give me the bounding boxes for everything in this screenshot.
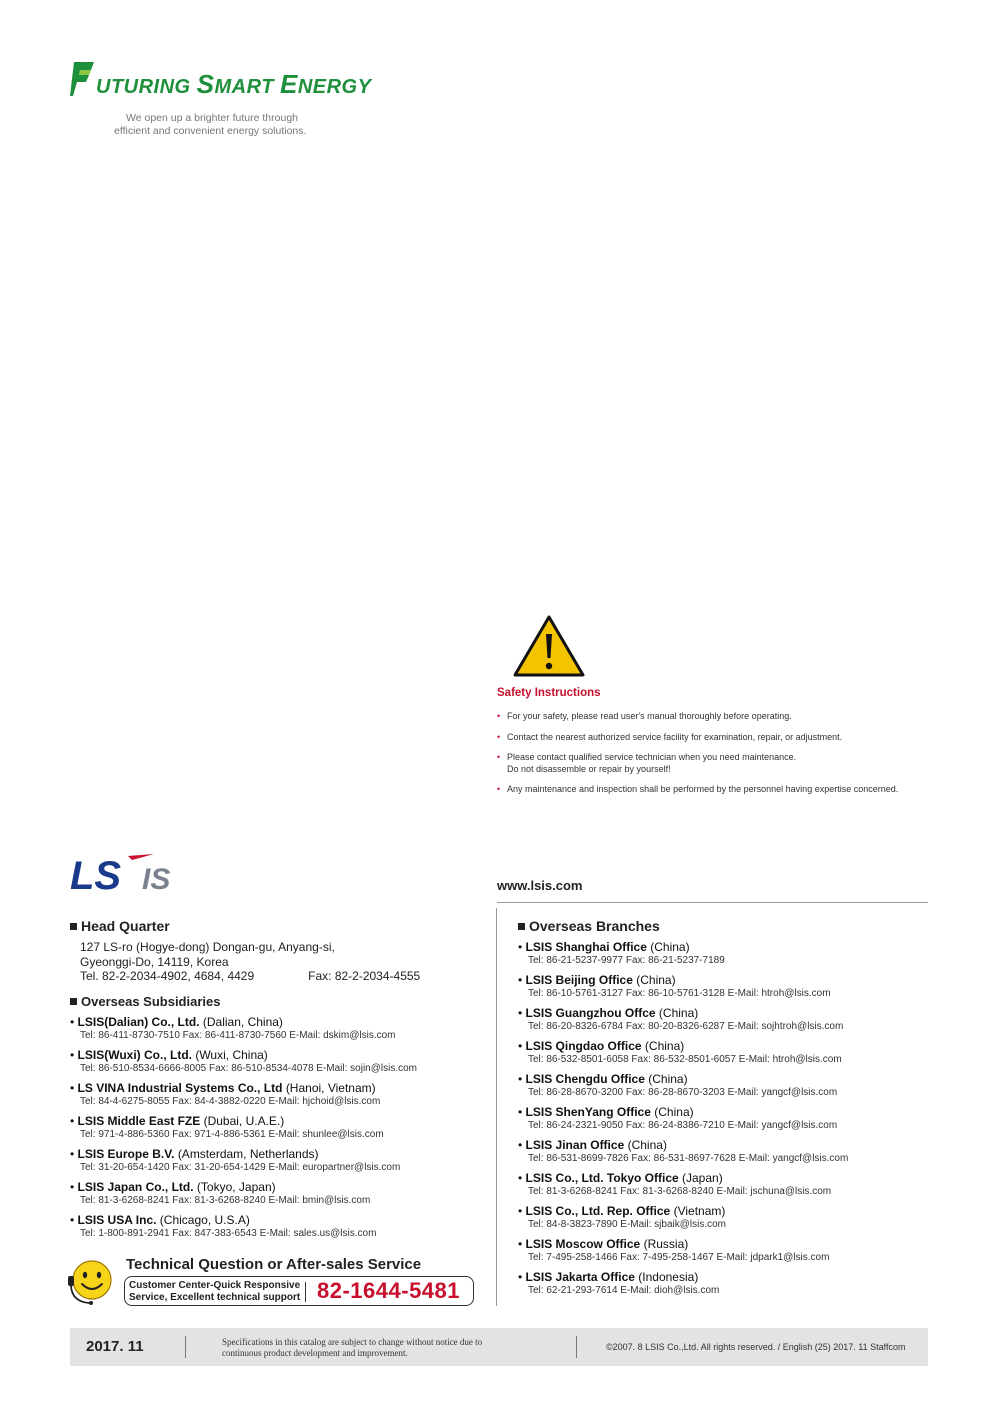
office-name-line <box>518 1138 938 1152</box>
office-name: LSIS Chengdu Office <box>525 1072 645 1086</box>
office-name-line <box>518 1204 938 1218</box>
head-quarter-address <box>80 940 490 984</box>
branches-heading <box>518 918 938 934</box>
office-name: LSIS Co., Ltd. Tokyo Office <box>525 1171 679 1185</box>
warning-triangle-icon <box>513 614 585 678</box>
office-name-line <box>518 1006 938 1020</box>
bullet-icon: • <box>70 1179 78 1194</box>
office-entry <box>518 1072 938 1099</box>
bullet-icon: • <box>70 1113 78 1128</box>
safety-item <box>497 752 937 775</box>
logo-swoosh-icon <box>128 854 154 860</box>
office-name-line <box>518 1270 938 1284</box>
office-name-line <box>518 1039 938 1053</box>
bullet-icon: • <box>70 1146 78 1161</box>
safety-title: Safety Instructions <box>497 687 601 699</box>
footer-separator <box>185 1336 186 1358</box>
safety-list <box>497 711 937 796</box>
office-name: LSIS Guangzhou Offce <box>525 1006 656 1020</box>
bullet-icon: • <box>70 1080 78 1095</box>
office-contact: Tel: 86-10-5761-3127 Fax: 86-10-5761-3128 E-Mail: htroh@lsis.com <box>528 988 831 999</box>
right-column <box>518 918 938 1297</box>
safety-item-text: Any maintenance and inspection shall be performed by the personnel having expertise concerned. <box>507 784 899 794</box>
service-separator <box>305 1282 306 1302</box>
footer-note <box>222 1337 522 1359</box>
safety-item-text: Do not disassemble or repair by yourself! <box>507 763 671 774</box>
office-location: (China) <box>650 940 690 954</box>
brand-logo <box>70 60 400 138</box>
service-description <box>129 1280 300 1303</box>
office-location: (Indonesia) <box>638 1270 699 1284</box>
office-name: LSIS Moscow Office <box>525 1237 641 1251</box>
office-contact: Tel: 1-800-891-2941 Fax: 847-383-6543 E-Mail: sales.us@lsis.com <box>80 1227 377 1239</box>
office-entry <box>518 1039 938 1066</box>
office-contact: Tel: 86-28-8670-3200 Fax: 86-28-8670-3203 E-Mail: yangcf@lsis.com <box>528 1087 838 1098</box>
office-entry <box>70 1081 490 1108</box>
office-name: LSIS(Wuxi) Co., Ltd. <box>77 1047 192 1062</box>
square-bullet-icon <box>70 923 77 930</box>
office-name: LSIS Europe B.V. <box>77 1146 175 1161</box>
office-contact: Tel: 7-495-258-1466 Fax: 7-495-258-1467 E-Mail: jdpark1@lsis.com <box>528 1252 830 1263</box>
office-entry <box>518 1006 938 1033</box>
office-entry <box>518 940 938 967</box>
office-name: LS VINA Industrial Systems Co., Ltd <box>77 1080 283 1095</box>
column-divider <box>496 908 497 1306</box>
office-name-line <box>70 1048 490 1062</box>
footer-separator <box>576 1336 577 1358</box>
brand-tagline-line-2: efficient and convenient energy solutions. <box>114 125 307 137</box>
bullet-icon: • <box>518 1138 526 1152</box>
subsidiaries-heading <box>70 994 490 1009</box>
office-contact: Tel: 86-531-8699-7826 Fax: 86-531-8697-7628 E-Mail: yangcf@lsis.com <box>528 1153 849 1164</box>
office-entry <box>518 973 938 1000</box>
logo-is-text: IS <box>142 863 171 894</box>
bullet-icon: • <box>497 752 501 762</box>
office-entry <box>70 1147 490 1174</box>
office-entry <box>518 1105 938 1132</box>
bullet-icon: • <box>518 1204 526 1218</box>
office-contact: Tel: 86-21-5237-9977 Fax: 86-21-5237-7189 <box>528 955 725 966</box>
office-name-line <box>70 1180 490 1194</box>
office-contact: Tel: 62-21-293-7614 E-Mail: dioh@lsis.com <box>528 1285 720 1296</box>
office-name-line <box>70 1147 490 1161</box>
office-entry <box>518 1171 938 1198</box>
footer-bar <box>70 1328 928 1366</box>
address-line: Gyeonggi-Do, 14119, Korea <box>80 954 229 969</box>
smiley-headset-icon <box>66 1258 114 1308</box>
office-contact: Tel: 84-4-6275-8055 Fax: 84-4-3882-0220 E-Mail: hjchoid@lsis.com <box>80 1095 381 1107</box>
brand-cap-s: S <box>196 69 215 99</box>
branches-list <box>518 940 938 1297</box>
office-entry <box>70 1048 490 1075</box>
footer-date: 2017. 11 <box>86 1338 144 1355</box>
bullet-icon: • <box>518 1270 526 1284</box>
office-name: LSIS USA Inc. <box>77 1212 157 1227</box>
left-column <box>70 918 490 1240</box>
bullet-icon: • <box>518 1171 526 1185</box>
office-entry <box>518 1204 938 1231</box>
office-name: LSIS Beijing Office <box>525 973 633 987</box>
office-contact: Tel: 84-8-3823-7890 E-Mail: sjbaik@lsis.com <box>528 1219 727 1230</box>
brand-part-3: NERGY <box>297 76 372 98</box>
office-location: (Vietnam) <box>673 1204 726 1218</box>
office-name: LSIS Middle East FZE <box>77 1113 201 1128</box>
brand-wordmark <box>70 60 400 98</box>
bullet-icon: • <box>518 1006 526 1020</box>
office-contact: Tel: 971-4-886-5360 Fax: 971-4-886-5361 E-Mail: shunlee@lsis.com <box>80 1128 384 1140</box>
office-name-line <box>518 1237 938 1251</box>
service-desc-line: Service, Excellent technical support <box>129 1291 301 1303</box>
bullet-icon: • <box>497 711 501 721</box>
office-name: LSIS Jakarta Office <box>525 1270 635 1284</box>
office-location: (China) <box>644 1039 685 1053</box>
service-desc-line: Customer Center-Quick Responsive <box>129 1280 301 1291</box>
head-quarter-heading <box>70 918 490 934</box>
safety-item <box>497 711 937 723</box>
office-name-line <box>518 1072 938 1086</box>
bullet-icon: • <box>497 784 501 794</box>
logo-ls-text: LS <box>70 854 122 894</box>
office-location: (China) <box>648 1072 688 1086</box>
safety-item-text: Contact the nearest authorized service facility for examination, repair, or adjustment. <box>507 731 843 742</box>
service-phone[interactable]: 82-1644-5481 <box>317 1278 461 1303</box>
office-contact: Tel: 81-3-6268-8241 Fax: 81-3-6268-8240 E-Mail: jschuna@lsis.com <box>528 1186 832 1197</box>
office-location: (Hanoi, Vietnam) <box>285 1080 376 1095</box>
office-location: (China) <box>627 1138 667 1152</box>
bullet-icon: • <box>518 1105 526 1119</box>
safety-item-text: For your safety, please read user's manual thoroughly before operating. <box>507 711 792 721</box>
service-contact-box <box>124 1276 474 1306</box>
footer-note-line: Specifications in this catalog are subject to change without notice due to <box>222 1337 483 1347</box>
office-name: LSIS Qingdao Office <box>525 1039 642 1053</box>
service-title: Technical Question or After-sales Service <box>126 1256 422 1273</box>
square-bullet-icon <box>518 923 525 930</box>
office-contact: Tel: 31-20-654-1420 Fax: 31-20-654-1429 E-Mail: europartner@lsis.com <box>80 1161 401 1173</box>
heading-text: Head Quarter <box>81 918 170 934</box>
hq-fax: Fax: 82-2-2034-4555 <box>308 969 421 983</box>
brand-f-icon <box>70 60 94 98</box>
office-name-line <box>518 1171 938 1185</box>
bullet-icon: • <box>518 973 526 987</box>
office-name-line <box>70 1213 490 1227</box>
office-name: LSIS Co., Ltd. Rep. Office <box>525 1204 671 1218</box>
bullet-icon: • <box>70 1047 78 1062</box>
heading-text: Overseas Subsidiaries <box>81 993 221 1009</box>
office-location: (China) <box>636 973 676 987</box>
office-location: (Tokyo, Japan) <box>196 1179 276 1194</box>
office-name: LSIS ShenYang Office <box>525 1105 651 1119</box>
office-name: LSIS Shanghai Office <box>525 940 647 954</box>
hq-phone-line <box>80 969 490 984</box>
office-location: (Wuxi, China) <box>195 1047 268 1062</box>
office-entry <box>70 1114 490 1141</box>
office-entry <box>518 1237 938 1264</box>
bullet-icon: • <box>518 1039 526 1053</box>
brand-title <box>96 69 372 99</box>
lsis-logo <box>70 852 190 894</box>
footer-copyright: ©2007. 8 LSIS Co.,Ltd. All rights reserved. / English (25) 2017. 11 Staffcom <box>606 1342 906 1352</box>
heading-text: Overseas Branches <box>529 918 660 934</box>
office-location: (Dubai, U.A.E.) <box>203 1113 285 1128</box>
safety-item <box>497 784 937 796</box>
bullet-icon: • <box>497 731 501 742</box>
brand-part-1: UTURING <box>96 76 197 98</box>
address-line: 127 LS-ro (Hogye-dong) Dongan-gu, Anyang-si, <box>80 940 335 954</box>
office-location: (Dalian, China) <box>202 1014 283 1029</box>
office-name: LSIS Jinan Office <box>525 1138 625 1152</box>
subsidiaries-list <box>70 1015 490 1240</box>
bullet-icon: • <box>70 1014 78 1029</box>
office-contact: Tel: 81-3-6268-8241 Fax: 81-3-6268-8240 E-Mail: bmin@lsis.com <box>80 1194 371 1206</box>
divider <box>497 902 928 903</box>
brand-cap-e: E <box>279 69 298 99</box>
office-name-line <box>70 1081 490 1095</box>
office-location: (Amsterdam, Netherlands) <box>177 1146 319 1161</box>
safety-item-text: Please contact qualified service technician when you need maintenance. <box>507 752 797 762</box>
office-location: (Japan) <box>682 1171 723 1185</box>
brand-tagline-line-1: We open up a brighter future through <box>126 112 299 124</box>
safety-instructions <box>497 614 937 805</box>
office-name-line <box>518 940 938 954</box>
office-name-line <box>518 1105 938 1119</box>
hq-tel: Tel. 82-2-2034-4902, 4684, 4429 <box>80 969 255 983</box>
office-location: (China) <box>654 1105 694 1119</box>
footer-note-line: continuous product development and improvement. <box>222 1348 408 1358</box>
brand-part-2: MART <box>214 76 280 98</box>
office-contact: Tel: 86-411-8730-7510 Fax: 86-411-8730-7560 E-Mail: dskim@lsis.com <box>80 1029 396 1041</box>
office-contact: Tel: 86-532-8501-6058 Fax: 86-532-8501-6057 E-Mail: htroh@lsis.com <box>528 1054 842 1065</box>
office-name-line <box>518 973 938 987</box>
website-link[interactable]: www.lsis.com <box>497 878 583 893</box>
office-contact: Tel: 86-20-8326-6784 Fax: 80-20-8326-6287 E-Mail: sojhtroh@lsis.com <box>528 1021 844 1032</box>
office-entry <box>518 1138 938 1165</box>
office-contact: Tel: 86-24-2321-9050 Fax: 86-24-8386-7210 E-Mail: yangcf@lsis.com <box>528 1120 838 1131</box>
office-name: LSIS(Dalian) Co., Ltd. <box>77 1014 200 1029</box>
bullet-icon: • <box>70 1212 78 1227</box>
service-banner <box>66 1256 476 1310</box>
office-location: (China) <box>658 1006 699 1020</box>
office-name: LSIS Japan Co., Ltd. <box>77 1179 194 1194</box>
square-bullet-icon <box>70 998 77 1005</box>
bullet-icon: • <box>518 940 526 954</box>
office-name-line <box>70 1015 490 1029</box>
office-entry <box>70 1213 490 1240</box>
brand-tagline <box>114 112 400 138</box>
office-entry <box>518 1270 938 1297</box>
bullet-icon: • <box>518 1237 526 1251</box>
office-entry <box>70 1015 490 1042</box>
office-location: (Russia) <box>643 1237 689 1251</box>
office-name-line <box>70 1114 490 1128</box>
office-entry <box>70 1180 490 1207</box>
safety-item <box>497 732 937 744</box>
bullet-icon: • <box>518 1072 526 1086</box>
office-contact: Tel: 86-510-8534-6666-8005 Fax: 86-510-8534-4078 E-Mail: sojin@lsis.com <box>80 1062 418 1074</box>
office-location: (Chicago, U.S.A) <box>159 1212 250 1227</box>
